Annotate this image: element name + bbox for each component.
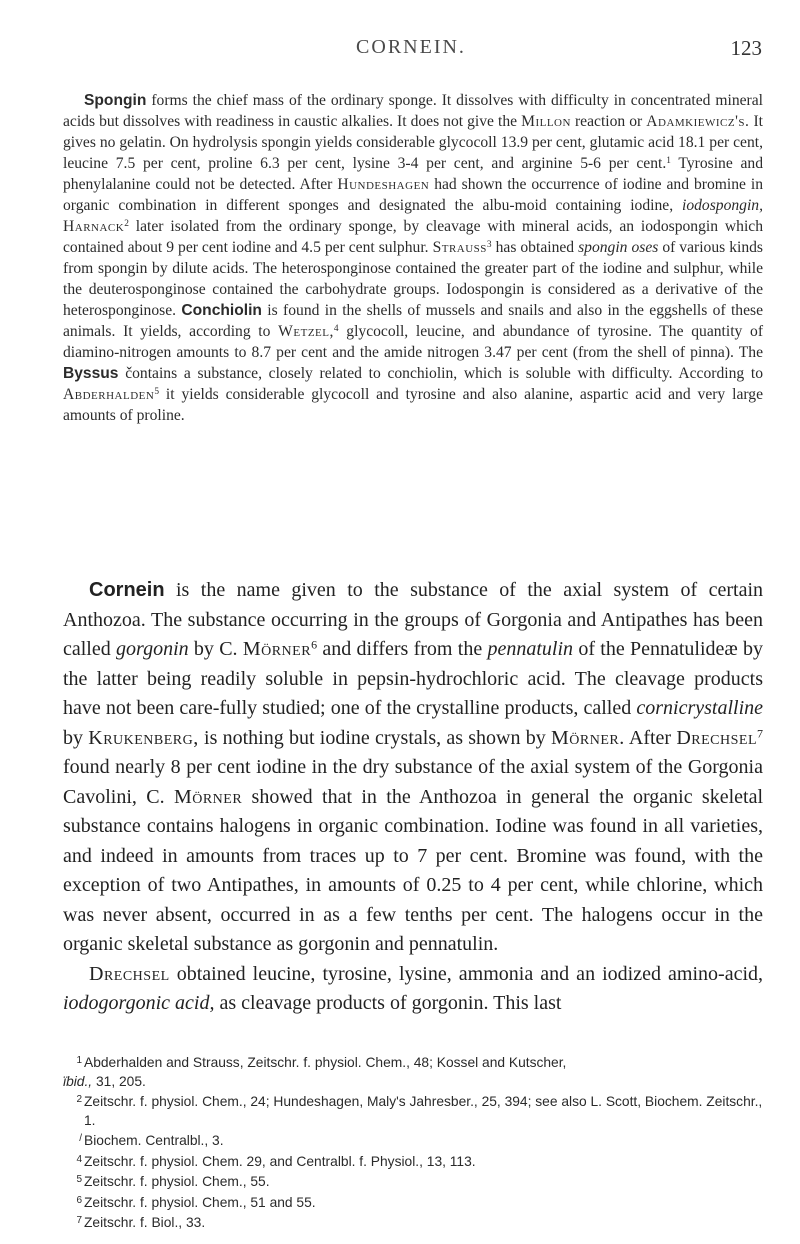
iodogorgonic-italic: iodogorgonic acid, bbox=[63, 992, 215, 1014]
footnote-4: 4 Zeitschr. f. physiol. Chem. 29, and Centralbl. f. Physiol., 13, 113. bbox=[76, 1153, 476, 1169]
cornein-paragraph: Cornein is the name given to the substance of the axial system of certain Anthozoa. The substance occurring in the groups of Gorgonia and Antipathes has been called gorgonin by C. Mörner$^6$ and differs from the pennatulin of the Pennatulideæ by the latter being readily soluble in pepsin-hydrochloric acid. The cleavage products have not been care-fully studied; one of the crystalline products, called cornicrystalline by Krukenberg, is nothing but iodine crystals, as shown by Mörner. After Drechsel$^7$ found nearly 8 per cent iodine in the dry substance of the axial system of the Gorgonia Cavolini, C. Mörner showed that in the Anthozoa in general the organic skeletal substance contains halogens in organic combination. Iodine was found in all varieties, and indeed in amounts from traces up to 7 per cent. Bromine was found, with the exception of two Antipathes, in amounts of 0.25 to 4 per cent, while chlorine, which was never absent, occurred in as a few tenths per cent. The halogens occur in the organic skeletal substance as gorgonin and pennatulin. bbox=[63, 579, 764, 955]
author-abderhalden: Abderhalden bbox=[63, 386, 155, 403]
footnote-2: 2 Zeitschr. f. physiol. Chem., 24; Hundeshagen, Maly's Jahresber., 25, 394; see also L. Scott, Biochem. Zeitschr., 1. bbox=[76, 1094, 763, 1128]
footnote-6: 6 Zeitschr. f. physiol. Chem., 51 and 55. bbox=[76, 1194, 316, 1210]
sponginoses-italic: spongin oses bbox=[578, 239, 659, 256]
footnote-ref-4: 4 bbox=[333, 323, 339, 334]
footnote-ref-7: 7 bbox=[757, 725, 764, 740]
footnote-ref-1: 1 bbox=[666, 155, 671, 166]
gorgonin-italic: gorgonin bbox=[116, 638, 189, 660]
cornein-term: Cornein bbox=[89, 579, 165, 601]
pennatulin-italic: pennatulin bbox=[487, 638, 574, 660]
author-harnack: Harnack bbox=[63, 218, 125, 235]
footnote-1-continued: їbid., 31, 205. bbox=[63, 1073, 146, 1089]
running-head bbox=[60, 36, 762, 64]
small-print-section bbox=[63, 90, 763, 426]
footnote-1: 1 Abderhalden and Strauss, Zeitschr. f. physiol. Chem., 48; Kossel and Kutscher, bbox=[76, 1055, 567, 1070]
author-morner: Mörner bbox=[242, 638, 312, 660]
page-number: 123 bbox=[730, 36, 762, 60]
footnote-ref-2: 2 bbox=[124, 218, 129, 229]
author-adamkiewicz: Adamkiewicz's. bbox=[646, 113, 750, 130]
footnote-ref-3: 3 bbox=[486, 239, 492, 250]
author-strauss: Strauss bbox=[432, 239, 487, 256]
cornicrystalline-italic: cornicrystalline bbox=[636, 697, 763, 719]
conchiolin-term: Conchiolin bbox=[181, 302, 262, 319]
footnote-ref-5: 5 bbox=[154, 386, 159, 397]
running-title: CORNEIN. bbox=[356, 36, 466, 58]
author-drechsel: Drechsel bbox=[676, 726, 758, 749]
footnote-7: 7 Zeitschr. f. Biol., 33. bbox=[76, 1215, 206, 1230]
footnote-5: 5 Zeitschr. f. physiol. Chem., 55. bbox=[76, 1174, 270, 1189]
author-krukenberg: Krukenberg, bbox=[88, 726, 199, 749]
drechsel-paragraph: Drechsel obtained leucine, tyrosine, lysine, ammonia and an iodized amino-acid, iodogorgonic acid, as cleavage products of gorgonin. This last bbox=[63, 962, 764, 1014]
footnote-ref-6: 6 bbox=[311, 637, 318, 652]
author-morner-2: Mörner. bbox=[551, 726, 625, 749]
spongin-paragraph: Spongin forms the chief mass of the ordinary sponge. It dissolves with difficulty in concentrated mineral acids but dissolves with readiness in caustic alkalies. It does not give the Millon reaction or Adamkiewicz's. It gives no gelatin. On hydrolysis spongin yields considerable glycocoll 13.9 per cent, glutamic acid 18.1 per cent, leucine 7.5 per cent, proline 6.3 per cent, lysine 3-4 per cent, and arginine 5-6 per cent.$^1$ Tyrosine and phenylalanine could not be detected. After Hundeshagen had shown the occurrence of iodine and bromine in organic combination in different sponges and designated the albu-moid containing iodine, iodospongin, Harnack$^2$ later isolated from the ordinary sponge, by cleavage with mineral acids, an iodospongin which contained about 9 per cent iodine and 4.5 per cent sulphur. Strauss$^3$ has obtained spongin oses of various kinds from spongin by dilute acids. The heterosponginose contained the greater part of the iodine and sulphur, while the deuterosponginose contained the carbohydrate groups. Iodospongin is considered as a derivative of the heterosponginose. Conchiolin is found in the shells of mussels and snails and also in the eggshells of these animals. It yields, according to Wetzel,$^4$ glycocoll, leucine, and abundance of tyrosine. The quantity of diamino-nitrogen amounts to 8.7 per cent and the amide nitrogen 3.47 per cent (from the shell of pinna). The Byssus čontains a substance, closely related to conchiolin, which is soluble with difficulty. According to Abderhalden$^5$ it yields considerable glycocoll and tyrosine and also alanine, aspartic acid and very large amounts of proline. bbox=[63, 92, 764, 424]
spongin-term: Spongin bbox=[84, 92, 147, 109]
author-wetzel: Wetzel, bbox=[278, 323, 334, 340]
iodospongin-italic: iodospongin, bbox=[681, 197, 763, 214]
footnote-3: / Biochem. Centralbl., 3. bbox=[79, 1133, 224, 1148]
large-print-section bbox=[63, 576, 763, 1019]
author-hundeshagen: Hundeshagen bbox=[337, 176, 430, 193]
byssus-term: Byssus bbox=[63, 365, 119, 382]
author-drechsel-2: Drechsel bbox=[89, 962, 170, 985]
footnotes bbox=[63, 1052, 763, 1233]
author-morner-3: Mörner bbox=[173, 785, 243, 808]
author-millon: Millon bbox=[521, 113, 571, 130]
